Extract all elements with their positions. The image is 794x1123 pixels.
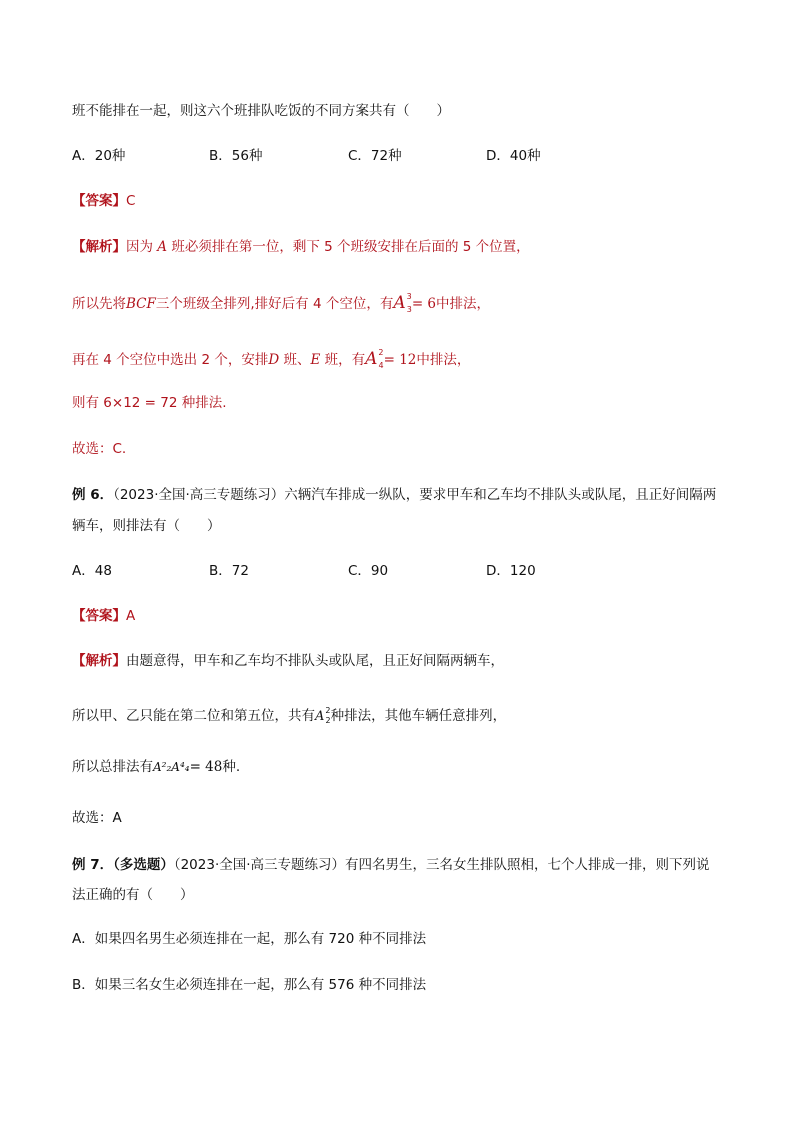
q5-analysis-line-2	[72, 288, 490, 319]
q5-analysis-line-1	[72, 238, 530, 256]
text: 再在 4 个空位中选出 2 个，安排	[72, 352, 269, 368]
subscript: 3	[406, 305, 412, 314]
text: 中排法，	[436, 296, 491, 312]
question-label: 例 6．	[72, 487, 114, 503]
q5-answer	[72, 192, 135, 210]
superscript: 3	[406, 292, 412, 301]
q6-option-a: A．48	[72, 563, 112, 579]
superscript: 2	[378, 348, 384, 357]
question-6-stem-line-1	[72, 486, 716, 504]
question-source: （2023·全国·高三专题练习）	[113, 487, 285, 503]
subscript: 4	[378, 361, 384, 370]
text: 所以总排法有	[72, 759, 153, 775]
text: 班，有	[324, 352, 366, 368]
permutation-symbol: A	[393, 293, 406, 313]
q7-option-a: A．如果四名男生必须连排在一起，那么有 720 种不同排法	[72, 931, 427, 947]
analysis-tag: 【解析】	[72, 653, 126, 669]
answer-value: A	[126, 608, 136, 624]
text: 种排法，其他车辆任意排列，	[330, 708, 507, 724]
q7-option-b: B．如果三名女生必须连排在一起，那么有 576 种不同排法	[72, 977, 427, 993]
variable: E	[310, 352, 321, 368]
text: 所以甲、乙只能在第二位和第五位，共有	[72, 708, 315, 724]
q5-analysis-line-5: 故选：C.	[72, 441, 127, 457]
q6-option-d: D．120	[486, 563, 536, 579]
text: 班必须排在第一位，剩下 5 个班级安排在后面的 5 个位置，	[171, 239, 530, 255]
text: 班、	[283, 352, 311, 368]
answer-value: C	[126, 193, 136, 209]
q5-option-b: B．56种	[209, 148, 263, 164]
question-6-stem-line-2: 辆车，则排法有（ ）	[72, 518, 221, 534]
q6-option-b: B．72	[209, 563, 249, 579]
superscript: 2	[325, 706, 331, 715]
q6-analysis-line-2	[72, 702, 506, 730]
q6-analysis-line-4: 故选：A	[72, 810, 122, 826]
variable: A	[157, 239, 168, 255]
question-source: （2023·全国·高三专题练习）	[173, 857, 346, 873]
equation: = 48	[189, 759, 223, 775]
q5-option-a: A．20种	[72, 148, 126, 164]
question-7-stem-line-1	[72, 856, 710, 874]
question-7-stem-line-2: 法正确的有（ ）	[72, 887, 194, 903]
analysis-tag: 【解析】	[72, 239, 126, 255]
q6-analysis-line-1	[72, 652, 504, 670]
q5-option-c: C．72种	[348, 148, 402, 164]
equation: = 6	[411, 296, 437, 312]
text: 由题意得，甲车和乙车均不排队头或队尾，且正好间隔两辆车，	[126, 653, 504, 669]
answer-tag: 【答案】	[72, 193, 126, 209]
text: 有四名男生，三名女生排队照相，七个人排成一排，则下列说	[345, 857, 710, 873]
text: 所以先将	[72, 296, 126, 312]
text: 六辆汽车排成一纵队，要求甲车和乙车均不排队头或队尾，且正好间隔两	[284, 487, 717, 503]
variable: D	[268, 352, 280, 368]
question-5-stem-tail: 班不能排在一起，则这六个班排队吃饭的不同方案共有（ ）	[72, 103, 450, 119]
text: 三个班级全排列,排好后有 4 个空位，有	[155, 296, 394, 312]
text: 种.	[222, 759, 241, 775]
q5-analysis-line-4: 则有 6×12 = 72 种排法.	[72, 395, 227, 411]
variable: BCF	[126, 296, 156, 312]
text: 中排法，	[416, 352, 471, 368]
q5-option-d: D．40种	[486, 148, 541, 164]
q6-answer	[72, 607, 135, 625]
permutation-expression: A²₂A⁴₄	[153, 760, 190, 774]
q6-analysis-line-3	[72, 758, 240, 776]
permutation-symbol: A	[365, 349, 378, 369]
question-label: 例 7．（多选题）	[72, 857, 174, 873]
answer-tag: 【答案】	[72, 608, 126, 624]
q5-analysis-line-3	[72, 344, 470, 375]
subscript: 2	[325, 716, 331, 725]
equation: = 12	[383, 352, 417, 368]
permutation-symbol: A	[315, 709, 325, 724]
text: 因为	[126, 239, 153, 255]
q6-option-c: C．90	[348, 563, 389, 579]
